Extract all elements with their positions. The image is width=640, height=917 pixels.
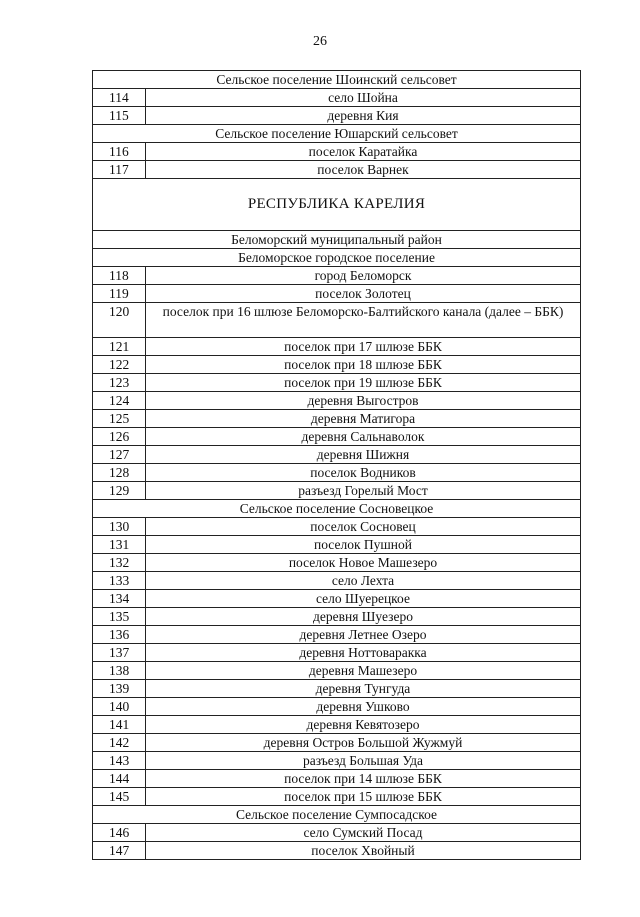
table-row — [93, 590, 581, 608]
settlement-name: село Лехта — [146, 572, 581, 590]
row-number: 132 — [93, 554, 146, 572]
settlement-name: деревня Шижня — [146, 446, 581, 464]
row-number: 138 — [93, 662, 146, 680]
table-row — [93, 842, 581, 860]
row-number: 147 — [93, 842, 146, 860]
settlement-name: разъезд Горелый Мост — [146, 482, 581, 500]
row-number: 136 — [93, 626, 146, 644]
settlement-name: поселок Варнек — [146, 161, 581, 179]
table-row — [93, 716, 581, 734]
section-header-row — [93, 806, 581, 824]
settlement-name: разъезд Большая Уда — [146, 752, 581, 770]
table-row — [93, 662, 581, 680]
section-header-row — [93, 231, 581, 249]
table-row — [93, 518, 581, 536]
row-number: 129 — [93, 482, 146, 500]
row-number: 130 — [93, 518, 146, 536]
row-number: 146 — [93, 824, 146, 842]
table-row — [93, 161, 581, 179]
settlement-name: деревня Летнее Озеро — [146, 626, 581, 644]
table-row — [93, 824, 581, 842]
section-header-row — [93, 125, 581, 143]
section-header-row — [93, 71, 581, 89]
section-header: Беломорское городское поселение — [93, 249, 581, 267]
row-number: 135 — [93, 608, 146, 626]
settlement-name: деревня Тунгуда — [146, 680, 581, 698]
table-row — [93, 89, 581, 107]
row-number: 120 — [93, 303, 146, 338]
row-number: 117 — [93, 161, 146, 179]
row-number: 121 — [93, 338, 146, 356]
table-row — [93, 267, 581, 285]
row-number: 128 — [93, 464, 146, 482]
settlement-name: поселок при 17 шлюзе ББК — [146, 338, 581, 356]
settlement-name: деревня Кевятозеро — [146, 716, 581, 734]
settlement-name: поселок Пушной — [146, 536, 581, 554]
row-number: 145 — [93, 788, 146, 806]
settlement-name: деревня Остров Большой Жужмуй — [146, 734, 581, 752]
settlement-name: город Беломорск — [146, 267, 581, 285]
settlement-name: деревня Кия — [146, 107, 581, 125]
table-row — [93, 554, 581, 572]
section-header: Сельское поселение Юшарский сельсовет — [93, 125, 581, 143]
row-number: 114 — [93, 89, 146, 107]
row-number: 143 — [93, 752, 146, 770]
row-number: 141 — [93, 716, 146, 734]
settlements-table-body — [93, 71, 581, 860]
settlement-name: деревня Ушково — [146, 698, 581, 716]
table-row — [93, 536, 581, 554]
settlement-name: деревня Матигора — [146, 410, 581, 428]
settlement-name: деревня Ноттоваракка — [146, 644, 581, 662]
section-header: Беломорский муниципальный район — [93, 231, 581, 249]
settlement-name: поселок Новое Машезеро — [146, 554, 581, 572]
row-number: 125 — [93, 410, 146, 428]
table-row — [93, 770, 581, 788]
table-row — [93, 285, 581, 303]
row-number: 140 — [93, 698, 146, 716]
table-row — [93, 410, 581, 428]
row-number: 133 — [93, 572, 146, 590]
table-row — [93, 428, 581, 446]
table-row — [93, 464, 581, 482]
settlement-name: поселок Каратайка — [146, 143, 581, 161]
row-number: 131 — [93, 536, 146, 554]
row-number: 137 — [93, 644, 146, 662]
region-row — [93, 179, 581, 231]
row-number: 126 — [93, 428, 146, 446]
table-row — [93, 338, 581, 356]
settlement-name: поселок Сосновец — [146, 518, 581, 536]
table-row — [93, 303, 581, 338]
table-row — [93, 752, 581, 770]
row-number: 139 — [93, 680, 146, 698]
table-row — [93, 356, 581, 374]
table-row — [93, 446, 581, 464]
row-number: 127 — [93, 446, 146, 464]
table-row — [93, 572, 581, 590]
section-header: Сельское поселение Сосновецкое — [93, 500, 581, 518]
table-row — [93, 680, 581, 698]
row-number: 134 — [93, 590, 146, 608]
table-row — [93, 392, 581, 410]
section-header: Сельское поселение Сумпосадское — [93, 806, 581, 824]
table-row — [93, 374, 581, 392]
settlement-name: поселок при 16 шлюзе Беломорско-Балтийского канала (далее – ББК) — [146, 303, 581, 338]
row-number: 144 — [93, 770, 146, 788]
settlement-name: поселок при 18 шлюзе ББК — [146, 356, 581, 374]
settlement-name: поселок при 19 шлюзе ББК — [146, 374, 581, 392]
row-number: 118 — [93, 267, 146, 285]
settlement-name: поселок при 14 шлюзе ББК — [146, 770, 581, 788]
table-row — [93, 788, 581, 806]
row-number: 142 — [93, 734, 146, 752]
table-row — [93, 143, 581, 161]
section-header-row — [93, 500, 581, 518]
table-row — [93, 734, 581, 752]
table-row — [93, 482, 581, 500]
settlement-name: деревня Выгостров — [146, 392, 581, 410]
settlement-name: поселок Золотец — [146, 285, 581, 303]
settlement-name: поселок Хвойный — [146, 842, 581, 860]
settlement-name: село Шуерецкое — [146, 590, 581, 608]
settlement-name: поселок Водников — [146, 464, 581, 482]
table-row — [93, 644, 581, 662]
settlement-name: деревня Сальнаволок — [146, 428, 581, 446]
row-number: 116 — [93, 143, 146, 161]
settlement-name: деревня Шуезеро — [146, 608, 581, 626]
settlement-name: село Шойна — [146, 89, 581, 107]
region-title: РЕСПУБЛИКА КАРЕЛИЯ — [93, 179, 581, 231]
row-number: 119 — [93, 285, 146, 303]
section-header-row — [93, 249, 581, 267]
table-row — [93, 608, 581, 626]
row-number: 123 — [93, 374, 146, 392]
page-number: 26 — [313, 34, 327, 49]
table-row — [93, 698, 581, 716]
row-number: 124 — [93, 392, 146, 410]
table-row — [93, 626, 581, 644]
settlements-table — [92, 70, 581, 860]
settlement-name: село Сумский Посад — [146, 824, 581, 842]
table-row — [93, 107, 581, 125]
section-header: Сельское поселение Шоинский сельсовет — [93, 71, 581, 89]
settlement-name: поселок при 15 шлюзе ББК — [146, 788, 581, 806]
row-number: 115 — [93, 107, 146, 125]
row-number: 122 — [93, 356, 146, 374]
settlement-name: деревня Машезеро — [146, 662, 581, 680]
